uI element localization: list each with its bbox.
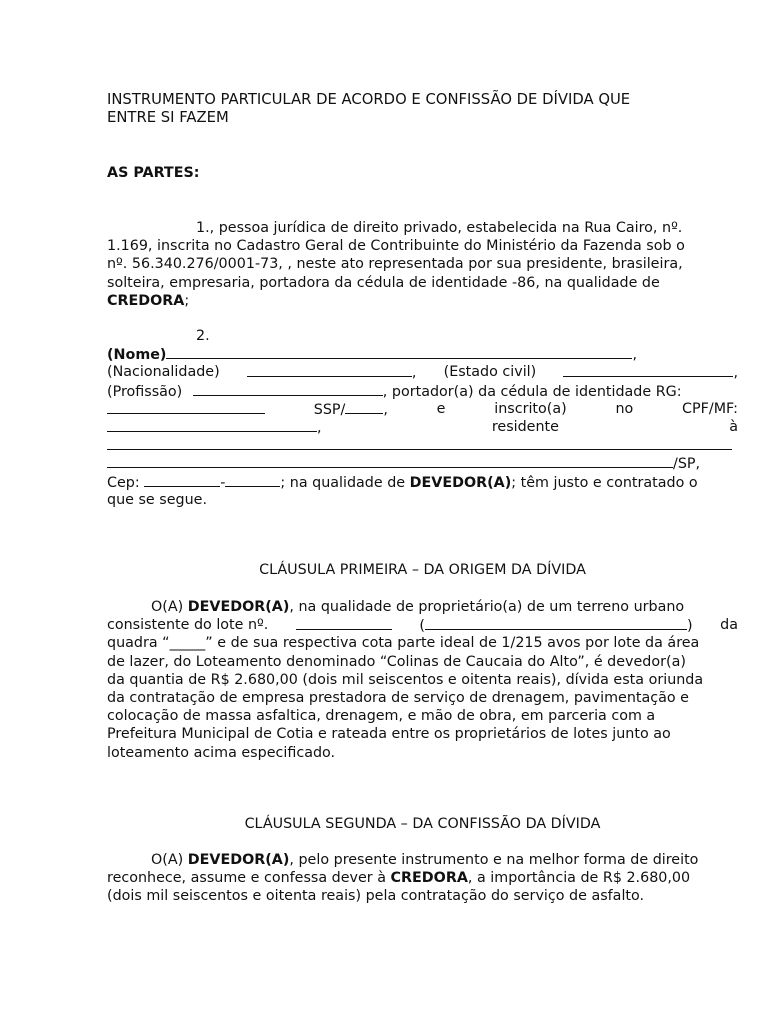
residente-label: residente: [491, 418, 559, 435]
clause-2-heading: CLÁUSULA SEGUNDA – DA CONFISSÃO DA DÍVIDA: [244, 816, 601, 832]
document-title: [107, 91, 738, 127]
civil-status-blank[interactable]: [563, 363, 733, 377]
clause-2-paragraph: O(A) DEVEDOR(A), pelo presente instrumento e na melhor forma de direito reconhece, assume e confessa dever à CREDORA, a importância de R$ 2.680,00 (dois mil seiscentos e oitenta reais) pela contratação do serviço de asfalto.: [107, 852, 699, 905]
profession-label: (Profissão): [107, 383, 183, 400]
ssp-label: SSP/: [313, 401, 346, 418]
city-blank[interactable]: [107, 454, 673, 468]
title-line-1: INSTRUMENTO PARTICULAR DE ACORDO E CONFISSÃO DE DÍVIDA QUE: [107, 91, 631, 108]
party-1-text-2: 1.169, inscrita no Cadastro Geral de Contribuinte do Ministério da Fazenda sob o: [107, 238, 685, 255]
clause-1-paragraph: O(A) DEVEDOR(A), na qualidade de proprietário(a) de um terreno urbano consistente do lote nº. ( ) da quadra “_____” e de sua respectiva cota parte ideal de 1/215 avos por lote da área de lazer, do Loteamento denominado “Colinas de Caucaia do Alto”, é devedor(a) da quantia de R$ 2.680,00 (dois mil seiscentos e oitenta reais), dívida esta oriunda da contratação de empresa prestadora de serviço de drenagem, pavimentação e colocação de massa asfaltica, drenagem, e mão de obra, em parceria com a Prefeitura Municipal de Cotia e rateada entre os proprietários de lotes junto ao loteamento acima especificado.: [107, 599, 738, 761]
party-2-name-label: (Nome): [107, 347, 167, 364]
clause-2-debtor: DEVEDOR(A): [187, 852, 290, 868]
nationality-label: (Nacionalidade): [107, 364, 220, 381]
cep-label: Cep:: [107, 474, 140, 491]
clause-2-creditor: CREDORA: [390, 870, 468, 887]
cpf-blank[interactable]: [107, 418, 317, 432]
name-blank[interactable]: [166, 345, 632, 359]
party-1-text-3: nº. 56.340.276/0001-73, , neste ato representada por sua presidente, brasileira,: [107, 256, 683, 273]
parties-heading: AS PARTES:: [107, 165, 200, 181]
cpf-label: CPF/MF:: [682, 400, 738, 417]
party-1-number: 1.,: [196, 220, 215, 236]
rg-blank[interactable]: [107, 400, 265, 414]
party-1-paragraph: 1., pessoa jurídica de direito privado, estabelecida na Rua Cairo, nº. 1.169, inscrita no Cadastro Geral de Contribuinte do Ministério da Fazenda sob o nº. 56.340.276/0001-73, , neste ato representada por sua presidente, brasileira, solteira, empresaria, portadora da cédula de identidade -86, na qualidade de CREDORA;: [107, 219, 738, 310]
party-1-text-1: pessoa jurídica de direito privado, estabelecida na Rua Cairo, nº.: [218, 220, 683, 236]
nationality-blank[interactable]: [247, 363, 412, 377]
ssp-blank[interactable]: [345, 400, 383, 414]
cep-blank-2[interactable]: [225, 473, 280, 487]
party-2-role: DEVEDOR(A): [409, 474, 512, 491]
rg-text: , portador(a) da cédula de identidade RG:: [382, 383, 682, 400]
clause-1-heading: CLÁUSULA PRIMEIRA – DA ORIGEM DA DÍVIDA: [259, 562, 586, 578]
lot-description-blank[interactable]: [425, 616, 687, 630]
party-2-paragraph: 2. (Nome) , (Nacionalidade) , (Estado civil) , (Profissão) , portador(a) da cédula de identidade RG: SSP/ , e inscrito(a) no CPF/MF: , residente à /SP, Cep: - ; na qualidade de DEVEDOR(A); têm justo e contratado o que se segue.: [107, 328, 738, 508]
lot-number-blank[interactable]: [296, 616, 392, 630]
party-1-role: CREDORA: [107, 292, 185, 309]
address-blank[interactable]: [107, 436, 732, 450]
party-2-number: 2.: [196, 328, 210, 344]
civil-status-label: (Estado civil): [443, 364, 537, 381]
profession-blank[interactable]: [193, 382, 383, 396]
party-1-text-4: solteira, empresaria, portadora da cédula de identidade -86, na qualidade de: [107, 274, 660, 291]
title-line-2: ENTRE SI FAZEM: [107, 109, 229, 127]
cep-blank-1[interactable]: [144, 473, 220, 487]
clause-1-debtor: DEVEDOR(A): [187, 599, 290, 615]
